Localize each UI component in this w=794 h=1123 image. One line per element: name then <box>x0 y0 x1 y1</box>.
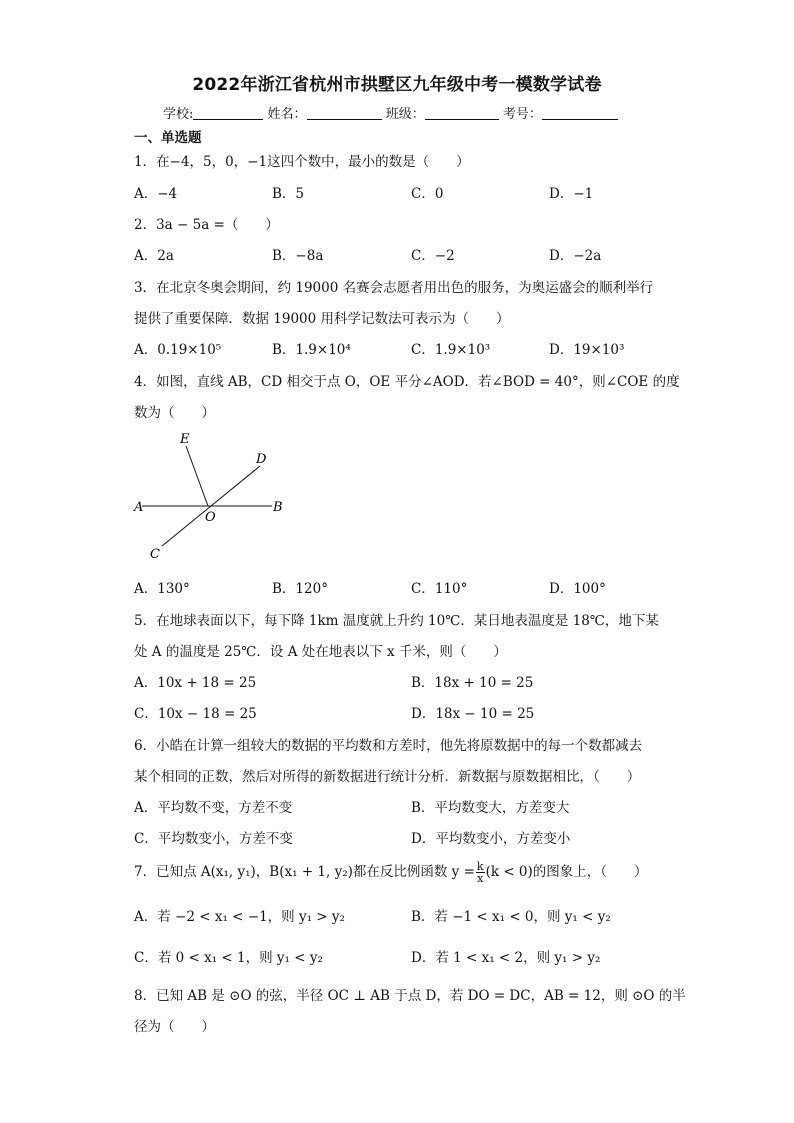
q4-stem-line2: 数为（ ） <box>134 405 215 421</box>
q6-stem-line2: 某个相同的正数，然后对所得的新数据进行统计分析．新数据与原数据相比，（ ） <box>134 769 641 785</box>
exam-title: 2022年浙江省杭州市拱墅区九年级中考一模数学试卷 <box>192 75 602 95</box>
q5-stem-line2: 处 A 的温度是 25℃．设 A 处在地表以下 x 千米，则（ ） <box>134 644 507 660</box>
q7-option-c: C．若 0 < x₁ < 1，则 y₁ < y₂ <box>134 950 323 966</box>
q1-option-a: A．−4 <box>134 186 178 202</box>
q7-stem-part2: (k < 0)的图象上，（ ） <box>485 864 648 880</box>
label-c: C <box>150 547 160 562</box>
q1-option-c: C．0 <box>411 186 444 202</box>
q7-stem-part1: 7．已知点 A(x₁, y₁)，B(x₁ + 1, y₂)都在反比例函数 y = <box>134 864 475 880</box>
q2-option-d: D．−2a <box>549 248 602 264</box>
q2-option-a: A．2a <box>134 248 174 264</box>
q3-option-a: A．0.19×10⁵ <box>134 342 222 358</box>
q7-option-a: A．若 −2 < x₁ < −1，则 y₁ > y₂ <box>134 909 345 925</box>
q5-option-a: A．10x + 18 = 25 <box>134 675 257 691</box>
label-b: B <box>273 500 283 515</box>
q7-option-b: B．若 −1 < x₁ < 0，则 y₁ < y₂ <box>411 909 611 925</box>
q1-stem: 1．在−4，5，0，−1这四个数中，最小的数是（ ） <box>134 154 470 170</box>
q3-option-c: C．1.9×10³ <box>411 342 491 358</box>
q5-option-b: B．18x + 10 = 25 <box>411 675 534 691</box>
class-blank[interactable] <box>425 107 499 120</box>
exam-no-blank[interactable] <box>542 107 618 120</box>
q5-option-d: D．18x − 10 = 25 <box>411 706 535 722</box>
q4-stem-line1: 4．如图，直线 AB，CD 相交于点 O，OE 平分∠AOD．若∠BOD = 40°，则∠COE 的度 <box>134 374 680 390</box>
q2-stem: 2．3a − 5a =（ ） <box>134 217 279 233</box>
q2-option-c: C．−2 <box>411 248 455 264</box>
q3-stem-line2: 提供了重要保障．数据 19000 用科学记数法可表示为（ ） <box>134 311 510 327</box>
q7-fraction-numerator: k <box>476 860 484 873</box>
q4-option-c: C．110° <box>411 581 468 597</box>
ray-oe <box>186 446 208 506</box>
name-label: 姓名： <box>267 107 307 122</box>
q7-option-d: D．若 1 < x₁ < 2，则 y₁ > y₂ <box>411 950 601 966</box>
q7-fraction-denominator: x <box>477 872 484 885</box>
q3-stem-line1: 3．在北京冬奥会期间，约 19000 名赛会志愿者用出色的服务，为奥运盛会的顺利举行 <box>134 280 654 296</box>
q8-stem-line1: 8．已知 AB 是 ⊙O 的弦，半径 OC ⊥ AB 于点 D，若 DO = DC，AB = 12，则 ⊙O 的半 <box>134 988 686 1004</box>
q5-stem-line1: 5．在地球表面以下，每下降 1km 温度就上升约 10℃．某日地表温度是 18℃，地下某 <box>134 613 659 629</box>
school-blank[interactable] <box>193 107 263 120</box>
q3-option-d: D．19×10³ <box>549 342 625 358</box>
q4-option-d: D．100° <box>549 581 606 597</box>
exam-no-label: 考号： <box>502 107 542 122</box>
label-a: A <box>134 500 144 515</box>
section-heading: 一、单选题 <box>134 130 202 146</box>
school-label: 学校: <box>163 107 194 122</box>
q3-option-b: B．1.9×10⁴ <box>272 342 351 358</box>
q6-stem-line1: 6．小皓在计算一组较大的数据的平均数和方差时，他先将原数据中的每一个数都减去 <box>134 738 643 754</box>
q1-option-b: B．5 <box>272 186 305 202</box>
q6-option-c: C．平均数变小，方差不变 <box>134 831 293 847</box>
q1-option-d: D．−1 <box>549 186 594 202</box>
q7-stem <box>134 860 648 884</box>
q6-option-a: A．平均数不变，方差不变 <box>134 800 293 816</box>
label-e: E <box>180 432 190 447</box>
student-info-row <box>163 103 618 122</box>
label-d: D <box>256 452 267 467</box>
label-o: O <box>205 510 216 525</box>
class-label: 班级： <box>385 107 425 122</box>
q4-option-b: B．120° <box>272 581 328 597</box>
name-blank[interactable] <box>307 107 382 120</box>
q4-option-a: A．130° <box>134 581 190 597</box>
q8-stem-line2: 径为（ ） <box>134 1019 215 1035</box>
q2-option-b: B．−8a <box>272 248 324 264</box>
q7-fraction <box>476 861 485 884</box>
q4-geometry-figure <box>128 428 298 568</box>
q6-option-b: B．平均数变大，方差变大 <box>411 800 570 816</box>
q5-option-c: C．10x − 18 = 25 <box>134 706 257 722</box>
q6-option-d: D．平均数变小，方差变小 <box>411 831 571 847</box>
